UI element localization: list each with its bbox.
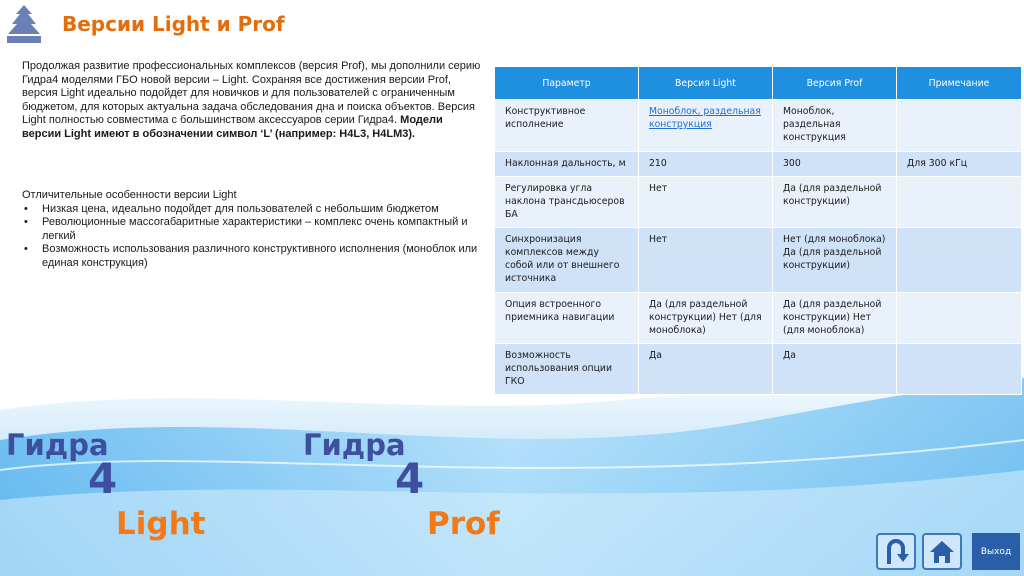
brand-light-number: 4: [88, 454, 118, 503]
brand-prof-version: Prof: [427, 506, 500, 542]
table-cell: Моноблок, раздельная конструкция: [773, 100, 897, 152]
header-light: Версия Light: [639, 67, 773, 100]
features-block: [22, 189, 484, 271]
back-button[interactable]: [876, 533, 916, 570]
header-parameter: Параметр: [495, 67, 639, 100]
header-note: Примечание: [897, 67, 1022, 100]
brand-light-version: Light: [116, 506, 206, 542]
feature-item: • Революционные массогабаритные характеристики – комплекс очень компактный и легкий: [22, 216, 484, 243]
table-cell: Для 300 кГц: [897, 152, 1022, 177]
table-cell: Регулировка угла наклона трансдьюсеров БА: [495, 177, 639, 228]
table-cell: Да (для раздельной конструкции) Нет (для моноблока): [639, 293, 773, 344]
feature-item: • Возможность использования различного конструктивного исполнения (моноблок или единая конструкция): [22, 243, 484, 270]
table-cell: Опция встроенного приемника навигации: [495, 293, 639, 344]
table-cell: Да: [773, 344, 897, 395]
table-cell: Наклонная дальность, м: [495, 152, 639, 177]
feature-item: • Низкая цена, идеально подойдет для пользователей с небольшим бюджетом: [22, 203, 484, 217]
table-row: [495, 344, 1022, 395]
table-cell: 210: [639, 152, 773, 177]
intro-paragraph: [22, 60, 484, 142]
home-icon: [928, 539, 956, 565]
table-cell-link[interactable]: Моноблок, раздельная конструкция: [639, 100, 773, 152]
table-cell: [897, 100, 1022, 152]
company-logo: [2, 2, 46, 46]
home-button[interactable]: [922, 533, 962, 570]
table-cell: [897, 344, 1022, 395]
header-prof: Версия Prof: [773, 67, 897, 100]
table-cell: [897, 293, 1022, 344]
table-cell: Нет (для моноблока) Да (для раздельной конструкции): [773, 228, 897, 293]
brand-light-name: Гидра: [6, 428, 109, 462]
table-cell: Конструктивное исполнение: [495, 100, 639, 152]
page-title: Версии Light и Prof: [62, 12, 285, 36]
table-cell: Да (для раздельной конструкции) Нет (для моноблока): [773, 293, 897, 344]
comparison-table: [494, 66, 1022, 395]
table-row: [495, 293, 1022, 344]
table-row: [495, 228, 1022, 293]
exit-button[interactable]: Выход: [972, 533, 1020, 570]
table-row: [495, 100, 1022, 152]
table-cell: Возможность использования опции ГКО: [495, 344, 639, 395]
table-cell: Нет: [639, 228, 773, 293]
table-cell: Синхронизация комплексов между собой или от внешнего источника: [495, 228, 639, 293]
table-header-row: [495, 67, 1022, 100]
table-cell: [897, 177, 1022, 228]
table-cell: Да (для раздельной конструкции): [773, 177, 897, 228]
table-cell: Нет: [639, 177, 773, 228]
table-cell: 300: [773, 152, 897, 177]
table-row: [495, 177, 1022, 228]
intro-text: Продолжая развитие профессиональных комплексов (версия Prof), мы дополнили серию Гидра4 моделями ГБО новой версии – Light. Сохраняя все достижения версии Prof, версия Light идеально подойдет для новичков и для пользователей с ограниченным бюджетом, для которых актуальна задача обследования дна и поиска объектов. Версия Light полностью совместима с большинством аксессуаров серии Гидра4.: [22, 60, 481, 127]
table-row: [495, 152, 1022, 177]
features-heading: Отличительные особенности версии Light: [22, 189, 237, 201]
table-cell: Да: [639, 344, 773, 395]
table-cell: [897, 228, 1022, 293]
brand-prof-number: 4: [395, 454, 425, 503]
intro-bold-text: Модели версии Light имеют в обозначении символ ‘L’ (например: H4L3, H4LM3).: [22, 114, 443, 140]
features-list: [22, 203, 484, 271]
u-turn-arrow-icon: [883, 538, 909, 566]
brand-prof-name: Гидра: [303, 428, 406, 462]
